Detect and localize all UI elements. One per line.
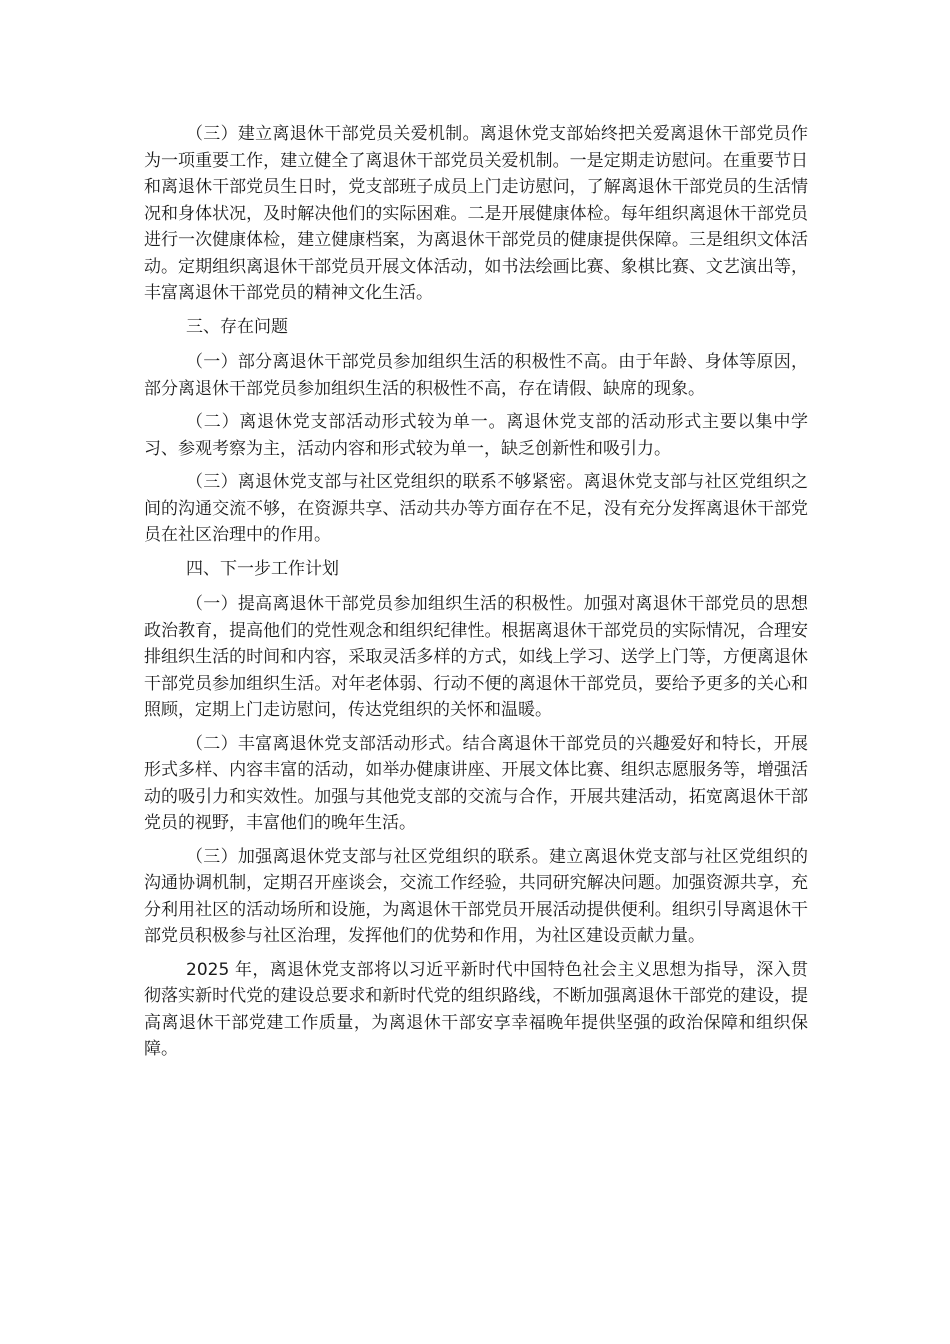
- paragraph-plan-community-link: （三）加强离退休党支部与社区党组织的联系。建立离退休党支部与社区党组织的沟通协调机制，定期召开座谈会，交流工作经验，共同研究解决问题。加强资源共享，充分利用社区的活动场所和设施，为离退休干部党员开展活动提供便利。组织引导离退休干部党员积极参与社区治理，发挥他们的优势和作用，为社区建设贡献力量。: [144, 846, 808, 946]
- section-heading-problems: 三、存在问题: [186, 316, 288, 337]
- paragraph-conclusion: 2025 年，离退休党支部将以习近平新时代中国特色社会主义思想为指导，深入贯彻落实新时代党的建设总要求和新时代党的组织路线，不断加强离退休干部党的建设，提高离退休干部党建工作质量，为离退休干部安享幸福晚年提供坚强的政治保障和组织保障。: [144, 959, 808, 1059]
- section-heading-next-plan: 四、下一步工作计划: [186, 558, 339, 579]
- paragraph-problem-activity-form: （二）离退休党支部活动形式较为单一。离退休党支部的活动形式主要以集中学习、参观考察为主，活动内容和形式较为单一，缺乏创新性和吸引力。: [144, 412, 808, 459]
- paragraph-plan-participation: （一）提高离退休干部党员参加组织生活的积极性。加强对离退休干部党员的思想政治教育，提高他们的党性观念和组织纪律性。根据离退休干部党员的实际情况，合理安排组织生活的时间和内容，采取灵活多样的方式，如线上学习、送学上门等，方便离退休干部党员参加组织生活。对年老体弱、行动不便的离退休干部党员，要给予更多的关心和照顾，定期上门走访慰问，传达党组织的关怀和温暖。: [144, 594, 808, 720]
- paragraph-plan-activity-form: （二）丰富离退休党支部活动形式。结合离退休干部党员的兴趣爱好和特长，开展形式多样、内容丰富的活动，如举办健康讲座、开展文体比赛、组织志愿服务等，增强活动的吸引力和实效性。加强与其他党支部的交流与合作，开展共建活动，拓宽离退休干部党员的视野，丰富他们的晚年生活。: [144, 733, 808, 833]
- paragraph-problem-participation: （一）部分离退休干部党员参加组织生活的积极性不高。由于年龄、身体等原因，部分离退休干部党员参加组织生活的积极性不高，存在请假、缺席的现象。: [144, 352, 808, 399]
- paragraph-care-mechanism: （三）建立离退休干部党员关爱机制。离退休党支部始终把关爱离退休干部党员作为一项重要工作，建立健全了离退休干部党员关爱机制。一是定期走访慰问。在重要节日和离退休干部党员生日时，党支部班子成员上门走访慰问，了解离退休干部党员的生活情况和身体状况，及时解决他们的实际困难。二是开展健康体检。每年组织离退休干部党员进行一次健康体检，建立健康档案，为离退休干部党员的健康提供保障。三是组织文体活动。定期组织离退休干部党员开展文体活动，如书法绘画比赛、象棋比赛、文艺演出等，丰富离退休干部党员的精神文化生活。: [144, 124, 808, 303]
- paragraph-problem-community-link: （三）离退休党支部与社区党组织的联系不够紧密。离退休党支部与社区党组织之间的沟通交流不够，在资源共享、活动共办等方面存在不足，没有充分发挥离退休干部党员在社区治理中的作用。: [144, 472, 808, 545]
- document-body: [144, 121, 808, 1070]
